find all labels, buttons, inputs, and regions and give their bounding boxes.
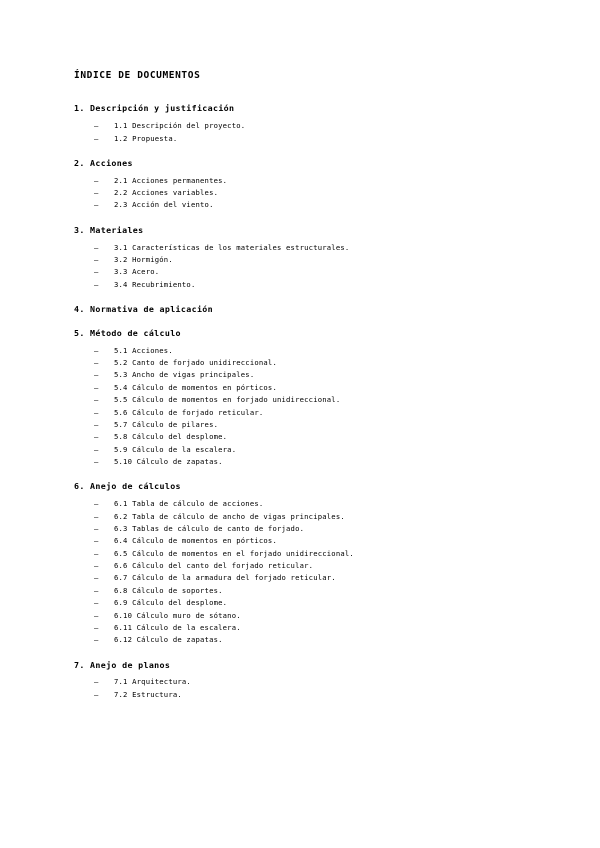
document-section	[74, 225, 544, 291]
bullet-dash-icon: –	[94, 585, 99, 595]
list-item-label: 2.1 Acciones permanentes.	[114, 175, 228, 185]
bullet-dash-icon: –	[94, 536, 99, 546]
bullet-dash-icon: –	[94, 548, 99, 558]
bullet-dash-icon: –	[94, 561, 99, 571]
bullet-dash-icon: –	[94, 395, 99, 405]
document-content	[74, 70, 544, 714]
list-item-label: 7.2 Estructura.	[114, 689, 182, 699]
list-item-label: 3.1 Características de los materiales estructurales.	[114, 242, 350, 252]
document-section	[74, 158, 544, 212]
list-item-label: 5.2 Canto de forjado unidireccional.	[114, 358, 277, 368]
list-item	[74, 676, 544, 688]
document-section	[74, 328, 544, 469]
list-item	[74, 498, 544, 510]
section-item-list	[74, 242, 544, 292]
list-item	[74, 572, 544, 584]
list-item	[74, 523, 544, 535]
list-item	[74, 357, 544, 369]
document-section	[74, 481, 544, 646]
document-section	[74, 660, 544, 702]
list-item-label: 6.6 Cálculo del canto del forjado reticular.	[114, 561, 314, 571]
section-heading: 5. Método de cálculo	[74, 327, 181, 338]
list-item-label: 6.5 Cálculo de momentos en el forjado unidireccional.	[114, 548, 354, 558]
list-item	[74, 345, 544, 357]
list-item	[74, 369, 544, 381]
list-item	[74, 187, 544, 199]
section-item-list	[74, 175, 544, 212]
bullet-dash-icon: –	[94, 419, 99, 429]
bullet-dash-icon: –	[94, 677, 99, 687]
list-item	[74, 266, 544, 278]
list-item-label: 6.8 Cálculo de soportes.	[114, 585, 223, 595]
list-item	[74, 597, 544, 609]
list-item	[74, 456, 544, 468]
list-item-label: 5.7 Cálculo de pilares.	[114, 419, 219, 429]
list-item-label: 6.1 Tabla de cálculo de acciones.	[114, 499, 264, 509]
list-item-label: 6.11 Cálculo de la escalera.	[114, 622, 241, 632]
section-item-list	[74, 345, 544, 469]
document-section	[74, 304, 544, 315]
list-item-label: 2.2 Acciones variables.	[114, 188, 219, 198]
list-item	[74, 419, 544, 431]
section-heading: 6. Anejo de cálculos	[74, 481, 181, 492]
list-item	[74, 133, 544, 145]
sections-container	[74, 103, 544, 701]
section-heading: 2. Acciones	[74, 157, 133, 168]
list-item	[74, 560, 544, 572]
bullet-dash-icon: –	[94, 523, 99, 533]
section-heading: 3. Materiales	[74, 224, 144, 235]
list-item-label: 5.10 Cálculo de zapatas.	[114, 457, 223, 467]
document-section	[74, 103, 544, 145]
bullet-dash-icon: –	[94, 432, 99, 442]
bullet-dash-icon: –	[94, 200, 99, 210]
list-item-label: 1.2 Propuesta.	[114, 133, 178, 143]
list-item-label: 5.5 Cálculo de momentos en forjado unidireccional.	[114, 395, 341, 405]
list-item-label: 5.3 Ancho de vigas principales.	[114, 370, 255, 380]
bullet-dash-icon: –	[94, 598, 99, 608]
list-item	[74, 199, 544, 211]
list-item	[74, 254, 544, 266]
bullet-dash-icon: –	[94, 121, 99, 131]
bullet-dash-icon: –	[94, 358, 99, 368]
list-item	[74, 634, 544, 646]
list-item	[74, 689, 544, 701]
list-item-label: 5.4 Cálculo de momentos en pórticos.	[114, 382, 277, 392]
bullet-dash-icon: –	[94, 407, 99, 417]
list-item	[74, 444, 544, 456]
bullet-dash-icon: –	[94, 444, 99, 454]
bullet-dash-icon: –	[94, 242, 99, 252]
bullet-dash-icon: –	[94, 511, 99, 521]
bullet-dash-icon: –	[94, 254, 99, 264]
section-item-list	[74, 120, 544, 145]
bullet-dash-icon: –	[94, 573, 99, 583]
list-item-label: 2.3 Acción del viento.	[114, 200, 214, 210]
list-item	[74, 120, 544, 132]
bullet-dash-icon: –	[94, 175, 99, 185]
list-item-label: 7.1 Arquitectura.	[114, 677, 191, 687]
bullet-dash-icon: –	[94, 382, 99, 392]
list-item-label: 5.1 Acciones.	[114, 345, 173, 355]
section-item-list	[74, 498, 544, 647]
bullet-dash-icon: –	[94, 457, 99, 467]
list-item	[74, 382, 544, 394]
list-item-label: 3.2 Hormigón.	[114, 254, 173, 264]
list-item-label: 1.1 Descripción del proyecto.	[114, 121, 246, 131]
bullet-dash-icon: –	[94, 370, 99, 380]
list-item	[74, 242, 544, 254]
list-item	[74, 548, 544, 560]
section-heading: 7. Anejo de planos	[74, 659, 171, 670]
list-item-label: 6.9 Cálculo del desplome.	[114, 598, 228, 608]
list-item-label: 6.4 Cálculo de momentos en pórticos.	[114, 536, 277, 546]
bullet-dash-icon: –	[94, 610, 99, 620]
list-item	[74, 407, 544, 419]
section-item-list	[74, 676, 544, 701]
list-item	[74, 511, 544, 523]
list-item	[74, 394, 544, 406]
list-item	[74, 431, 544, 443]
list-item	[74, 279, 544, 291]
bullet-dash-icon: –	[94, 133, 99, 143]
bullet-dash-icon: –	[94, 635, 99, 645]
bullet-dash-icon: –	[94, 345, 99, 355]
bullet-dash-icon: –	[94, 622, 99, 632]
list-item-label: 5.8 Cálculo del desplome.	[114, 432, 228, 442]
list-item	[74, 585, 544, 597]
list-item-label: 3.4 Recubrimiento.	[114, 279, 196, 289]
list-item	[74, 175, 544, 187]
list-item	[74, 622, 544, 634]
list-item-label: 6.2 Tabla de cálculo de ancho de vigas principales.	[114, 511, 345, 521]
list-item-label: 6.12 Cálculo de zapatas.	[114, 635, 223, 645]
list-item-label: 6.10 Cálculo muro de sótano.	[114, 610, 241, 620]
list-item-label: 3.3 Acero.	[114, 267, 160, 277]
bullet-dash-icon: –	[94, 689, 99, 699]
list-item-label: 6.3 Tablas de cálculo de canto de forjado.	[114, 523, 305, 533]
bullet-dash-icon: –	[94, 188, 99, 198]
page-title: ÍNDICE DE DOCUMENTOS	[74, 70, 201, 81]
section-heading: 4. Normativa de aplicación	[74, 304, 213, 315]
list-item-label: 5.6 Cálculo de forjado reticular.	[114, 407, 264, 417]
bullet-dash-icon: –	[94, 499, 99, 509]
bullet-dash-icon: –	[94, 267, 99, 277]
list-item-label: 6.7 Cálculo de la armadura del forjado reticular.	[114, 573, 336, 583]
list-item	[74, 610, 544, 622]
section-heading: 1. Descripción y justificación	[74, 103, 235, 114]
list-item	[74, 535, 544, 547]
bullet-dash-icon: –	[94, 279, 99, 289]
list-item-label: 5.9 Cálculo de la escalera.	[114, 444, 237, 454]
